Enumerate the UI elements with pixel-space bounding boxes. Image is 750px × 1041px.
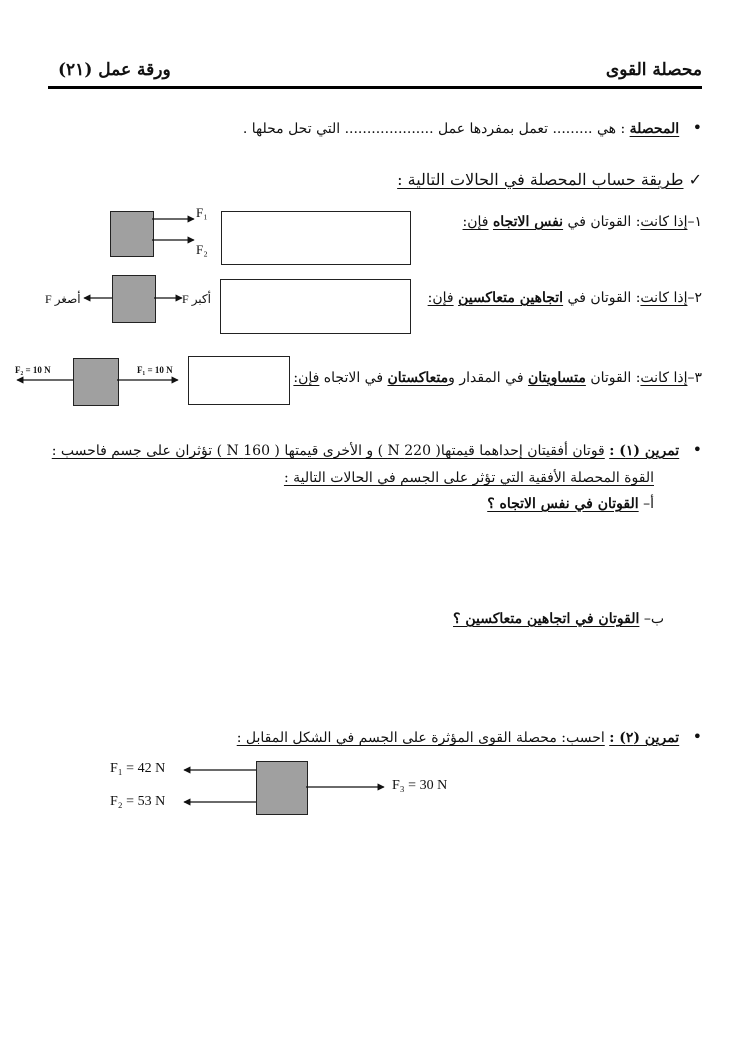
case3-number: ٣–: [687, 370, 702, 386]
method-title: طريقة حساب المحصلة في الحالات التالية :: [397, 170, 684, 189]
case1-body: : القوتان في: [563, 214, 641, 230]
case2-body: : القوتان في: [563, 290, 641, 306]
case3-f2-label: F₂ = 10 N: [15, 365, 51, 375]
case1-end: فإن:: [462, 214, 489, 230]
case2-if: إذا كانت: [640, 290, 688, 306]
part-a-number: أ–: [643, 496, 654, 512]
bullet: •: [692, 727, 702, 746]
case1-f1-label: F₁: [196, 205, 208, 220]
case3-body2: في المقدار و: [448, 370, 528, 386]
exercise2-f3-label: F₃ = 30 N: [392, 778, 448, 793]
exercise1-question: قوتان أفقيتان إحداهما قيمتها( 220 N ) و الأخرى قيمتها ( 160 N ) تؤثران على جسم فاحسب :: [51, 443, 605, 459]
exercise1-line2: القوة المحصلة الأفقية التي تؤثر على الجسم في الحالات التالية :: [283, 470, 654, 486]
definition-text: : هي ......... تعمل بمفردها عمل .................... التي تحل محلها .: [242, 121, 626, 137]
case3-body1: : القوتان: [585, 370, 641, 386]
bullet: •: [692, 118, 702, 137]
case3-bold2: متعاكستان: [387, 370, 449, 386]
exercise2-label: تمرين (٢) :: [609, 730, 680, 746]
exercise2-f1-label: F₁ = 42 N: [110, 761, 166, 776]
case3-end: فإن:: [293, 370, 320, 386]
part-b-number: ب–: [643, 611, 664, 627]
exercise2-f2-label: F₂ = 53 N: [110, 794, 166, 809]
case2-end: فإن:: [427, 290, 454, 306]
case3-body3: في الاتجاه: [319, 370, 388, 386]
bullet: •: [692, 440, 702, 459]
case2-number: ٢–: [687, 290, 702, 306]
case1-bold: نفس الاتجاه: [492, 214, 564, 230]
case2-f-large-label: F أكبر: [182, 292, 211, 306]
case1-f2-label: F₂: [196, 242, 208, 257]
worksheet-number: ورقة عمل (٢١): [58, 60, 171, 80]
part-b-text: القوتان في اتجاهين متعاكسين ؟: [453, 611, 640, 627]
case2-f-small-label: F أصغر: [45, 292, 81, 306]
case3-bold1: متساويتان: [527, 370, 586, 386]
case1-if: إذا كانت: [640, 214, 688, 230]
exercise1-label: تمرين (١) :: [609, 443, 680, 459]
check-icon: ✓: [688, 170, 702, 189]
page-topic: محصلة القوى: [605, 60, 702, 80]
case3-if: إذا كانت: [640, 370, 688, 386]
definition-term: المحصلة: [629, 121, 680, 137]
exercise2-question: احسب: محصلة القوى المؤثرة على الجسم في الشكل المقابل :: [236, 730, 605, 746]
part-a-text: القوتان في نفس الاتجاه ؟: [487, 496, 639, 512]
case3-f1-label: F₁ = 10 N: [137, 365, 173, 375]
case2-bold: اتجاهين متعاكسين: [458, 290, 564, 306]
case1-number: ١–: [687, 214, 702, 230]
